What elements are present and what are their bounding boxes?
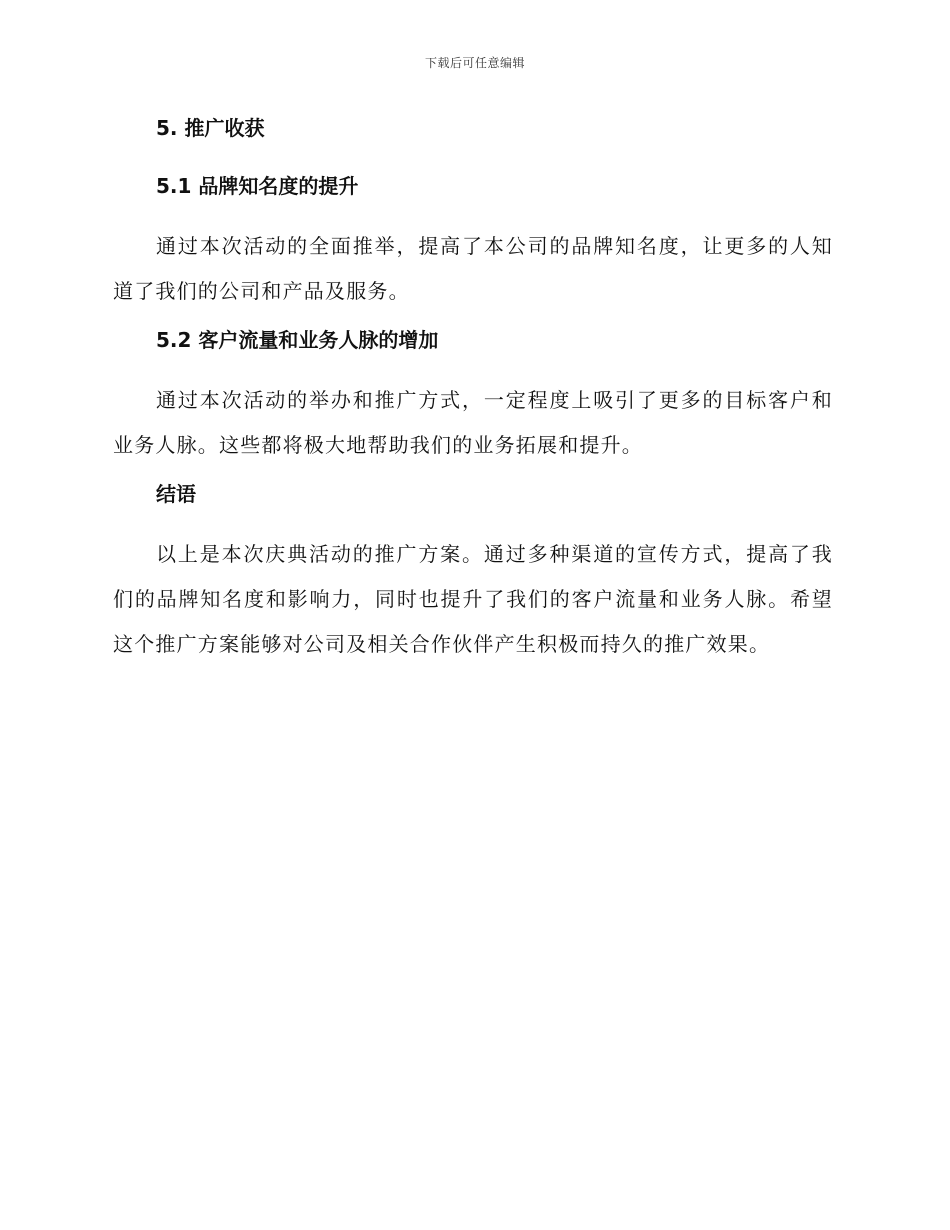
section-title: 5. 推广收获 xyxy=(156,116,265,140)
subsection-title-customer-flow: 5.2 客户流量和业务人脉的增加 xyxy=(156,328,439,352)
page-header-note: 下载后可任意编辑 xyxy=(424,56,525,70)
paragraph-brand-awareness: 通过本次活动的全面推举，提高了本公司的品牌知名度，让更多的人知道了我们的公司和产品及服务。 xyxy=(113,234,833,303)
conclusion-title: 结语 xyxy=(156,482,196,506)
paragraph-customer-flow: 通过本次活动的举办和推广方式，一定程度上吸引了更多的目标客户和业务人脉。这些都将极大地帮助我们的业务拓展和提升。 xyxy=(113,388,833,457)
paragraph-conclusion: 以上是本次庆典活动的推广方案。通过多种渠道的宣传方式，提高了我们的品牌知名度和影响力，同时也提升了我们的客户流量和业务人脉。希望这个推广方案能够对公司及相关合作伙伴产生积极而持久的推广效果。 xyxy=(113,542,833,656)
document-body xyxy=(113,112,833,677)
subsection-title-brand-awareness: 5.1 品牌知名度的提升 xyxy=(156,174,359,198)
